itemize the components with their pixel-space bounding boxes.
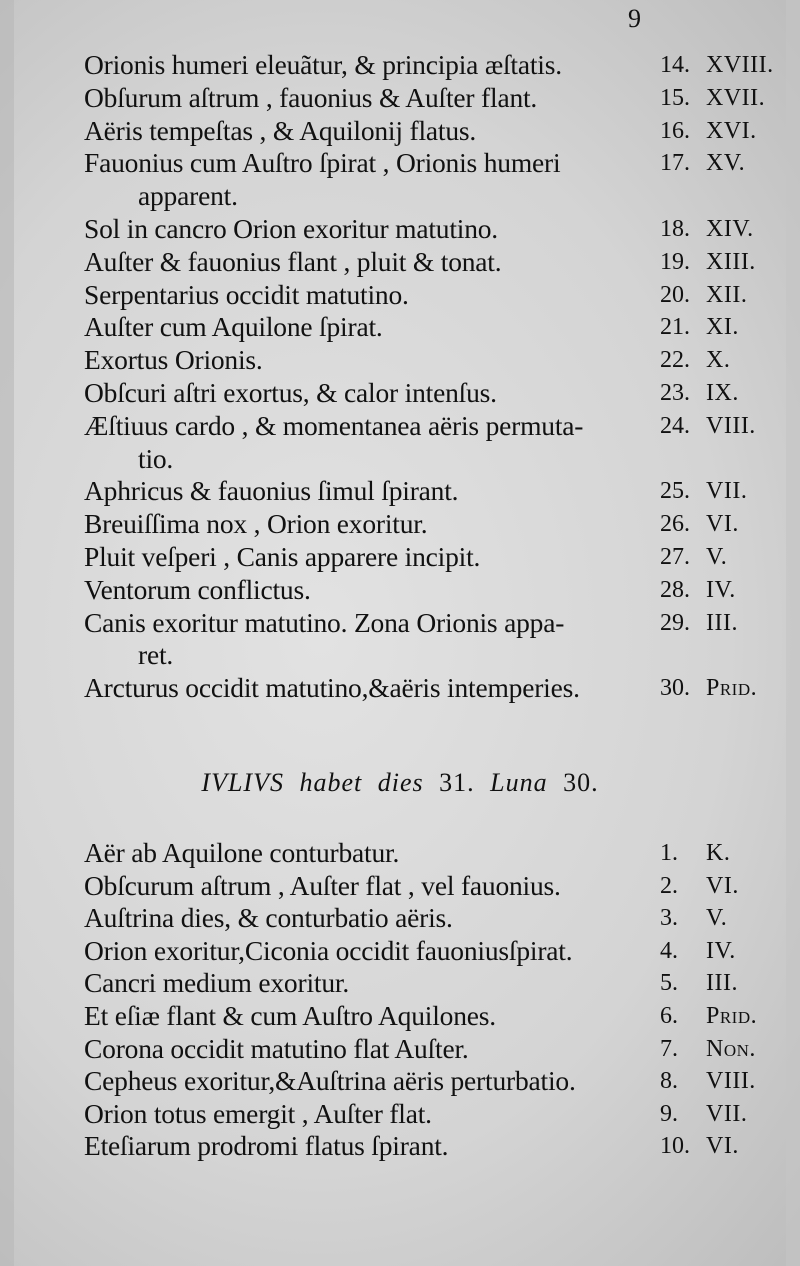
entry-text: Exortus Orionis. <box>84 344 263 376</box>
roman-day-count: III. <box>706 609 738 636</box>
day-number: 2. <box>660 872 678 899</box>
roman-day-count: XVIII. <box>706 52 774 78</box>
entry-text: Ventorum conflictus. <box>84 573 311 605</box>
habet-word: habet <box>299 768 363 797</box>
entry-text: Corona occidit matutino flat Auſter. <box>84 1032 469 1064</box>
roman-day-count: VII. <box>706 1100 748 1127</box>
luna-count: 30. <box>563 768 599 797</box>
calendar-entry <box>0 671 800 711</box>
entry-text: Æſtiuus cardo , & momentanea aëris permuta- <box>84 409 584 441</box>
luna-label: Luna <box>490 768 548 797</box>
entry-text: Et eſiæ flant & cum Auſtro Aquilones. <box>84 1000 496 1031</box>
entry-text: Cepheus exoritur,&Auſtrina aëris perturbatio. <box>84 1065 576 1097</box>
roman-day-count: XVI. <box>706 117 757 144</box>
roman-day-count: X. <box>706 347 731 374</box>
day-number: 14. <box>660 52 690 78</box>
roman-day-count: XV. <box>706 150 746 177</box>
day-number: 30. <box>660 675 690 702</box>
roman-day-count: V. <box>706 905 728 932</box>
roman-day-count: K. <box>706 840 731 866</box>
entry-text: Obſcurum aſtrum , Auſter flat , vel fauonius. <box>84 869 561 901</box>
day-number: 17. <box>660 150 690 177</box>
day-number: 25. <box>660 478 690 505</box>
day-number: 27. <box>660 544 690 570</box>
day-number: 15. <box>660 84 690 111</box>
day-number: 6. <box>660 1003 678 1029</box>
roman-day-count: IV. <box>706 576 736 603</box>
entry-text: Auſter cum Aquilone ſpirat. <box>84 311 383 343</box>
day-number: 21. <box>660 314 690 341</box>
entry-text: tio. <box>138 442 174 474</box>
entry-text: Auſter & fauonius flant , pluit & tonat. <box>84 245 502 277</box>
entry-text: Auſtrina dies, & conturbatio aëris. <box>84 902 453 934</box>
day-number: 26. <box>660 511 690 538</box>
roman-day-count: VI. <box>706 1133 739 1160</box>
day-number: 23. <box>660 380 690 406</box>
roman-day-count: XIII. <box>706 248 756 275</box>
roman-day-count: XI. <box>706 314 739 341</box>
day-number: 18. <box>660 216 690 242</box>
day-number: 22. <box>660 347 690 374</box>
entry-text: Orion exoritur,Ciconia occidit fauoniusſpirat. <box>84 934 573 966</box>
roman-day-count: Prid. <box>706 675 758 702</box>
roman-day-count: VIII. <box>706 1068 756 1095</box>
entry-text: ret. <box>138 639 174 671</box>
entry-text: Serpentarius occidit matutino. <box>84 278 409 310</box>
roman-day-count: VII. <box>706 478 748 505</box>
roman-day-count: IV. <box>706 937 736 964</box>
day-number: 29. <box>660 609 690 636</box>
dies-label: dies <box>377 768 424 797</box>
day-number: 5. <box>660 970 678 997</box>
day-number: 7. <box>660 1035 678 1062</box>
roman-day-count: VIII. <box>706 412 756 439</box>
entry-text: Eteſiarum prodromi flatus ſpirant. <box>84 1130 449 1162</box>
roman-day-count: XVII. <box>706 84 766 111</box>
day-number: 10. <box>660 1133 690 1160</box>
month-name: IVLIVS <box>201 768 284 797</box>
entry-text: Orionis humeri eleuãtur, & principia æſtatis. <box>84 49 562 80</box>
roman-day-count: III. <box>706 970 738 997</box>
entry-text: Aëris tempeſtas , & Aquilonij flatus. <box>84 114 477 146</box>
day-number: 8. <box>660 1068 678 1095</box>
month-heading-july <box>0 768 800 798</box>
entry-text: Orion totus emergit , Auſter flat. <box>84 1097 432 1129</box>
entry-text: apparent. <box>138 180 238 212</box>
roman-day-count: IX. <box>706 380 739 406</box>
day-number: 24. <box>660 412 690 439</box>
day-number: 1. <box>660 840 678 866</box>
roman-day-count: XIV. <box>706 216 754 242</box>
entry-text: Aër ab Aquilone conturbatur. <box>84 837 400 868</box>
entry-text: Canis exoritur matutino. Zona Orionis appa- <box>84 606 565 638</box>
roman-day-count: V. <box>706 544 728 570</box>
page-number: 9 <box>628 4 641 33</box>
day-number: 16. <box>660 117 690 144</box>
entry-text: Breuiſſima nox , Orion exoritur. <box>84 508 428 540</box>
day-number: 3. <box>660 905 678 932</box>
day-number: 19. <box>660 248 690 275</box>
roman-day-count: VI. <box>706 511 739 538</box>
roman-day-count: XII. <box>706 281 748 308</box>
day-number: 9. <box>660 1100 678 1127</box>
roman-day-count: Prid. <box>706 1003 758 1029</box>
entry-text: Obſurum aſtrum , fauonius & Auſter flant. <box>84 81 538 113</box>
roman-day-count: Non. <box>706 1035 756 1062</box>
entry-text: Fauonius cum Auſtro ſpirat , Orionis humeri <box>84 147 561 179</box>
day-number: 28. <box>660 576 690 603</box>
entry-text: Cancri medium exoritur. <box>84 967 349 999</box>
entry-text: Sol in cancro Orion exoritur matutino. <box>84 213 498 244</box>
entry-text: Aphricus & fauonius ſimul ſpirant. <box>84 475 459 507</box>
day-number: 4. <box>660 937 678 964</box>
entry-text: Obſcuri aſtri exortus, & calor intenſus. <box>84 377 497 408</box>
dies-count: 31. <box>439 768 475 797</box>
roman-day-count: VI. <box>706 872 739 899</box>
day-number: 20. <box>660 281 690 308</box>
entry-text: Pluit veſperi , Canis apparere incipit. <box>84 541 481 572</box>
entry-text: Arcturus occidit matutino,&aëris intemperies. <box>84 672 580 704</box>
calendar-entry <box>0 1129 800 1169</box>
